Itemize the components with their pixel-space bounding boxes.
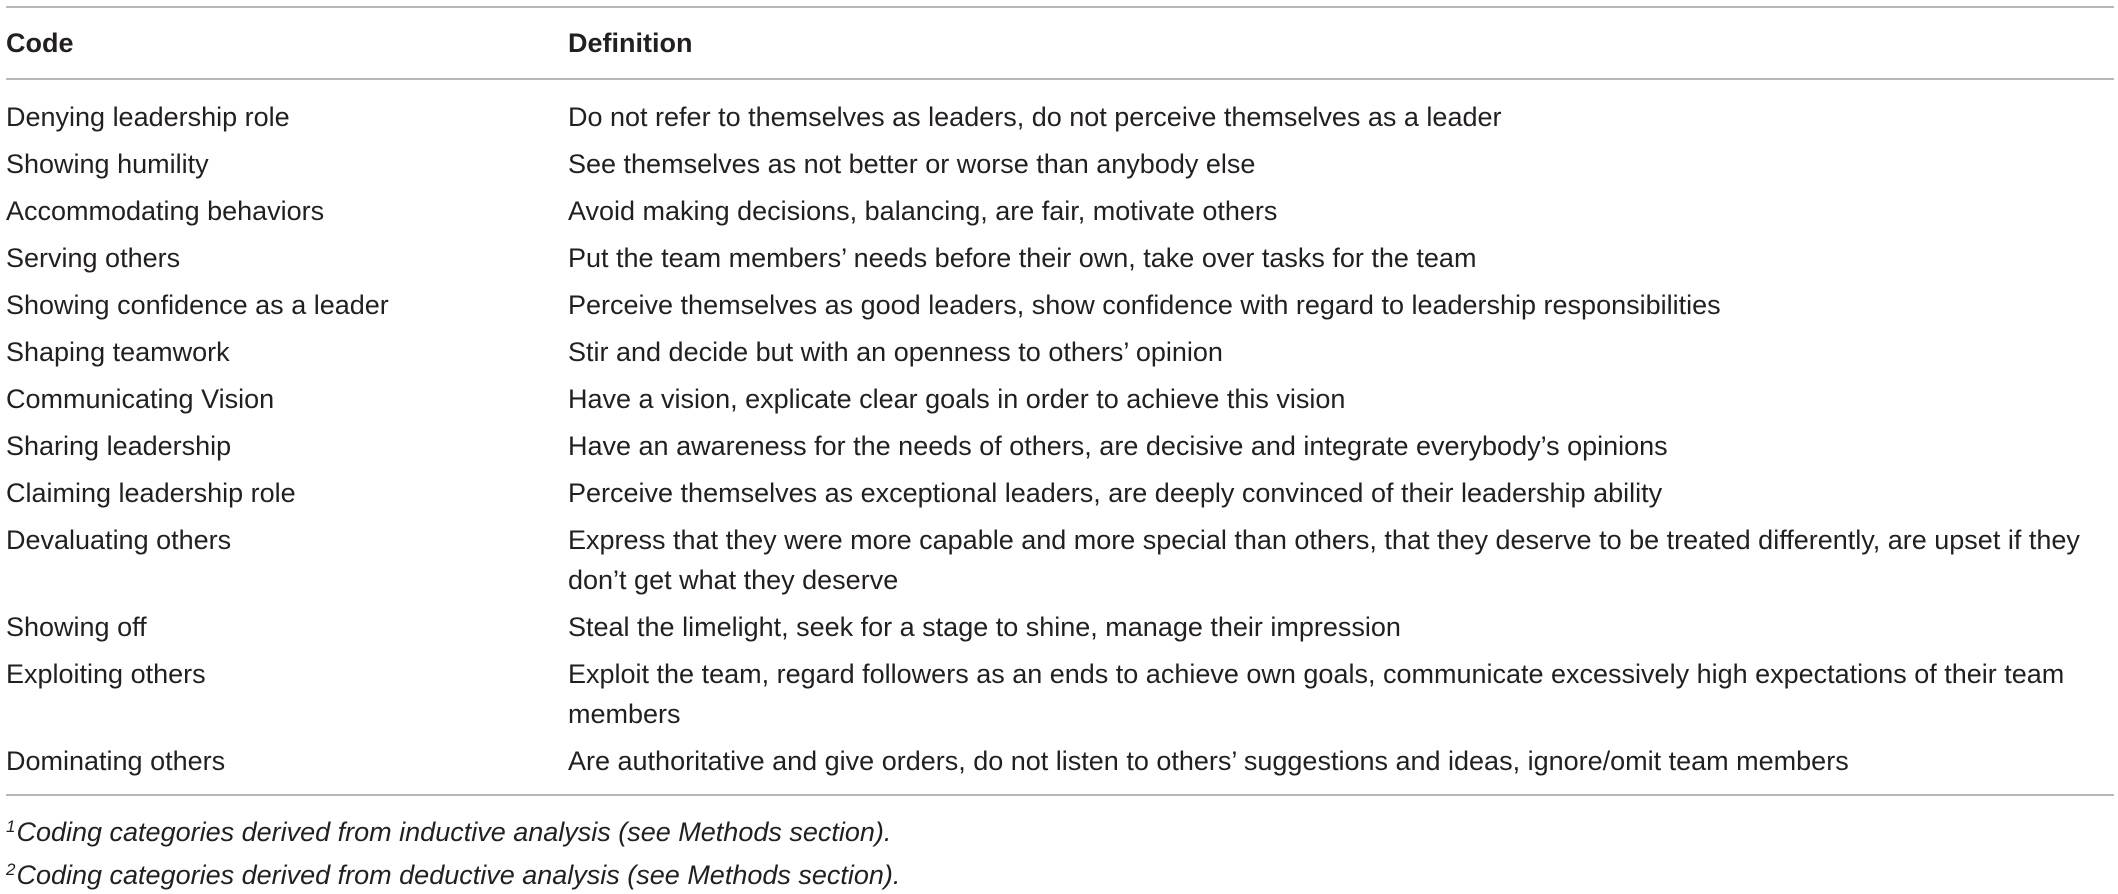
table-row	[6, 654, 2114, 734]
table-footnotes	[6, 808, 2114, 894]
table-row	[6, 332, 2114, 372]
table-row	[6, 520, 2114, 600]
coding-table	[6, 6, 2114, 894]
table-row	[6, 285, 2114, 325]
definition-cell: Stir and decide but with an openness to others’ opinion	[568, 337, 1223, 367]
definition-cell: Perceive themselves as good leaders, show confidence with regard to leadership responsibilities	[568, 290, 1721, 320]
footnote-marker: 1	[6, 817, 16, 836]
definition-cell: Do not refer to themselves as leaders, do not perceive themselves as a leader	[568, 102, 1502, 132]
footnote-text: Coding categories derived from deductive analysis (see Methods section).	[16, 860, 901, 890]
code-cell: Serving others	[6, 243, 181, 273]
code-cell: Shaping teamwork	[6, 337, 230, 367]
definition-cell: Exploit the team, regard followers as an ends to achieve own goals, communicate excessively high expectations of their team members	[568, 659, 2065, 729]
table-body	[6, 80, 2114, 781]
code-cell: Communicating Vision	[6, 384, 275, 414]
column-header-definition: Definition	[568, 27, 693, 58]
code-cell: Accommodating behaviors	[6, 196, 325, 226]
definition-cell: Put the team members’ needs before their own, take over tasks for the team	[568, 243, 1477, 273]
definition-cell: Have a vision, explicate clear goals in order to achieve this vision	[568, 384, 1346, 414]
code-cell: Showing off	[6, 612, 147, 642]
table-row	[6, 144, 2114, 184]
definition-cell: Perceive themselves as exceptional leaders, are deeply convinced of their leadership ability	[568, 478, 1663, 508]
definition-cell: Are authoritative and give orders, do not listen to others’ suggestions and ideas, ignore/omit team members	[568, 746, 1849, 776]
table-bottom-rule	[6, 794, 2114, 796]
definition-cell: Steal the limelight, seek for a stage to shine, manage their impression	[568, 612, 1401, 642]
footnote-text: Coding categories derived from inductive analysis (see Methods section).	[16, 817, 892, 847]
table-header-row	[6, 8, 2114, 78]
code-cell: Denying leadership role	[6, 102, 290, 132]
table-row	[6, 379, 2114, 419]
code-cell: Showing humility	[6, 149, 209, 179]
definition-cell: See themselves as not better or worse than anybody else	[568, 149, 1256, 179]
table-row	[6, 238, 2114, 278]
table-row	[6, 191, 2114, 231]
footnote-marker: 2	[6, 860, 16, 879]
definition-cell: Have an awareness for the needs of others, are decisive and integrate everybody’s opinions	[568, 431, 1668, 461]
definition-cell: Avoid making decisions, balancing, are fair, motivate others	[568, 196, 1278, 226]
column-header-code: Code	[6, 27, 74, 58]
table-row	[6, 473, 2114, 513]
footnote	[6, 808, 2114, 851]
footnote	[6, 851, 2114, 894]
definition-cell: Express that they were more capable and more special than others, that they deserve to be treated differently, are upset if they don’t get what they deserve	[568, 525, 2080, 595]
table-row	[6, 607, 2114, 647]
code-cell: Sharing leadership	[6, 431, 232, 461]
code-cell: Showing confidence as a leader	[6, 290, 389, 320]
table-row	[6, 426, 2114, 466]
table-row	[6, 97, 2114, 137]
code-cell: Claiming leadership role	[6, 478, 296, 508]
table-row	[6, 741, 2114, 781]
code-cell: Dominating others	[6, 746, 226, 776]
code-cell: Exploiting others	[6, 659, 206, 689]
code-cell: Devaluating others	[6, 525, 232, 555]
